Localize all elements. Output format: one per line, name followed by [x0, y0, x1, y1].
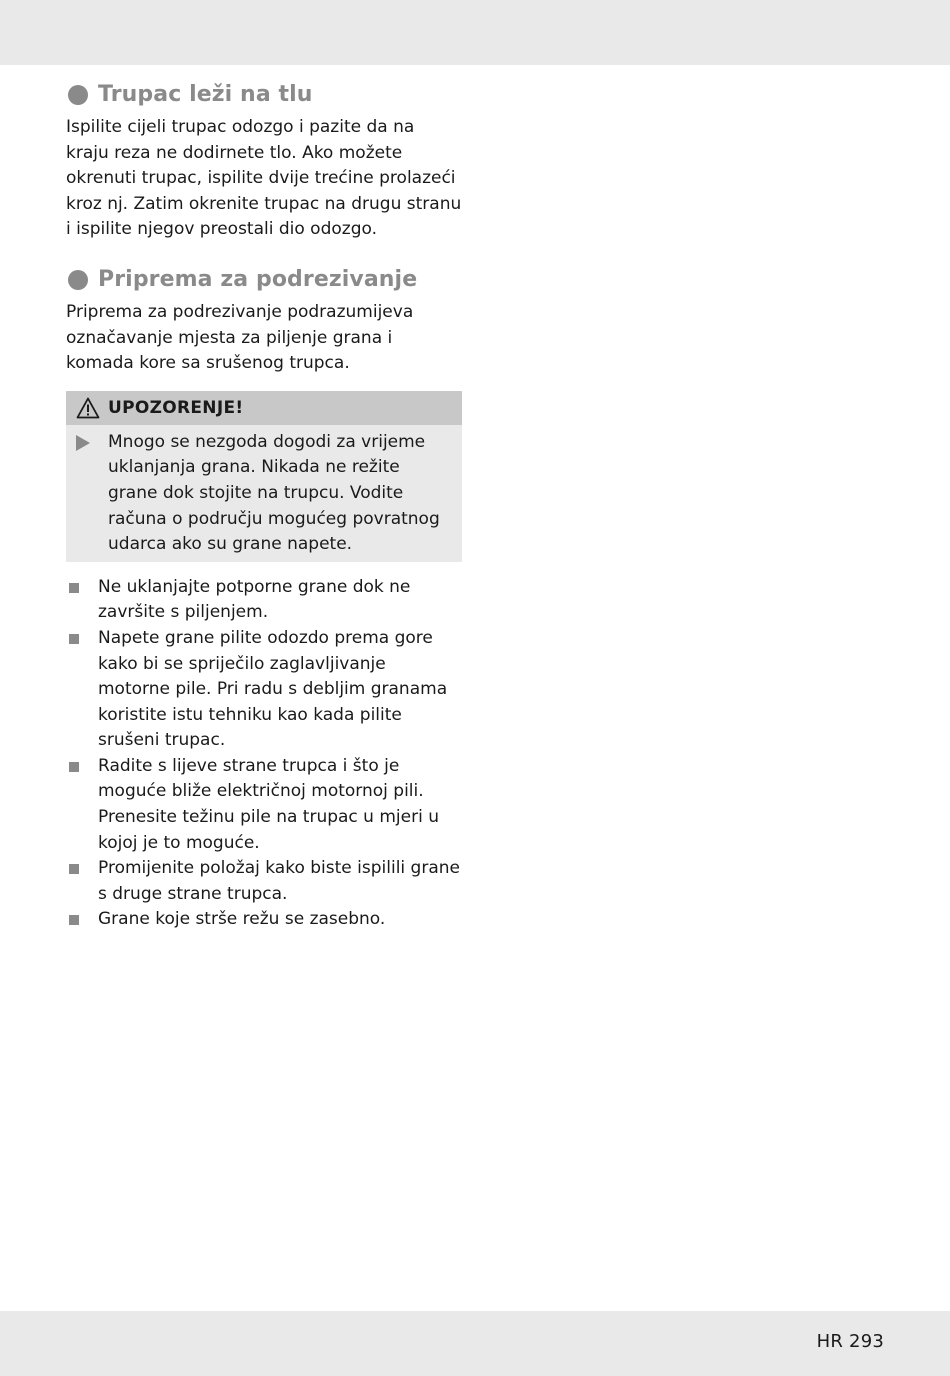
page-number: HR 293 [816, 1331, 884, 1352]
content-column [66, 78, 462, 933]
list-item [66, 754, 462, 856]
list-item-text: Radite s lijeve strane trupca i što je moguće bliže električnoj motornoj pili. Prenesite težinu pile na trupac u mjeri u kojoj je to moguće. [98, 755, 439, 853]
list-item-text: Grane koje strše režu se zasebno. [98, 909, 386, 930]
section-paragraph: Ispilite cijeli trupac odozgo i pazite da na kraju reza ne dodirnete tlo. Ako možete okrenuti trupac, ispilite dvije trećine prolazeći kroz nj. Zatim okrenite trupac na drugu stranu i ispilite njegov preostali dio odozgo. [66, 117, 462, 240]
list-item [66, 907, 462, 933]
bullet-circle-icon [68, 85, 88, 105]
section-heading-preparation [66, 263, 462, 297]
list-item [66, 626, 462, 754]
warning-body [66, 425, 462, 562]
bullet-circle-icon [68, 270, 88, 290]
square-bullet-icon [69, 864, 79, 874]
square-bullet-icon [69, 762, 79, 772]
square-bullet-icon [69, 634, 79, 644]
warning-box [66, 391, 462, 562]
warning-title: UPOZORENJE! [108, 397, 244, 418]
list-item-text: Ne uklanjajte potporne grane dok ne završite s piljenjem. [98, 576, 411, 623]
list-item [66, 856, 462, 907]
list-item [66, 575, 462, 626]
square-bullet-icon [69, 583, 79, 593]
section-heading-log-on-ground [66, 78, 462, 112]
list-item-text: Promijenite položaj kako biste ispilili grane s druge strane trupca. [98, 858, 460, 904]
warning-text: Mnogo se nezgoda dogodi za vrijeme uklanjanja grana. Nikada ne režite grane dok stojite na trupcu. Vodite računa o području mogućeg povratnog udarca ako su grane napete. [108, 431, 440, 555]
instruction-list [66, 575, 462, 933]
section-heading-text: Trupac leži na tlu [98, 82, 313, 107]
header-band [0, 0, 950, 65]
warning-triangle-icon [76, 397, 100, 419]
warning-header [66, 391, 462, 425]
square-bullet-icon [69, 915, 79, 925]
arrow-right-icon [76, 435, 90, 451]
footer-band [0, 1311, 950, 1376]
list-item-text: Napete grane pilite odozdo prema gore kako bi se spriječilo zaglavljivanje motorne pile. Pri radu s debljim granama koristite istu tehniku kao kada pilite srušeni trupac. [98, 627, 448, 751]
section-heading-text: Priprema za podrezivanje [98, 266, 418, 292]
section-paragraph: Priprema za podrezivanje podrazumijeva označavanje mjesta za piljenje grana i komada kore sa srušenog trupca. [66, 301, 414, 374]
